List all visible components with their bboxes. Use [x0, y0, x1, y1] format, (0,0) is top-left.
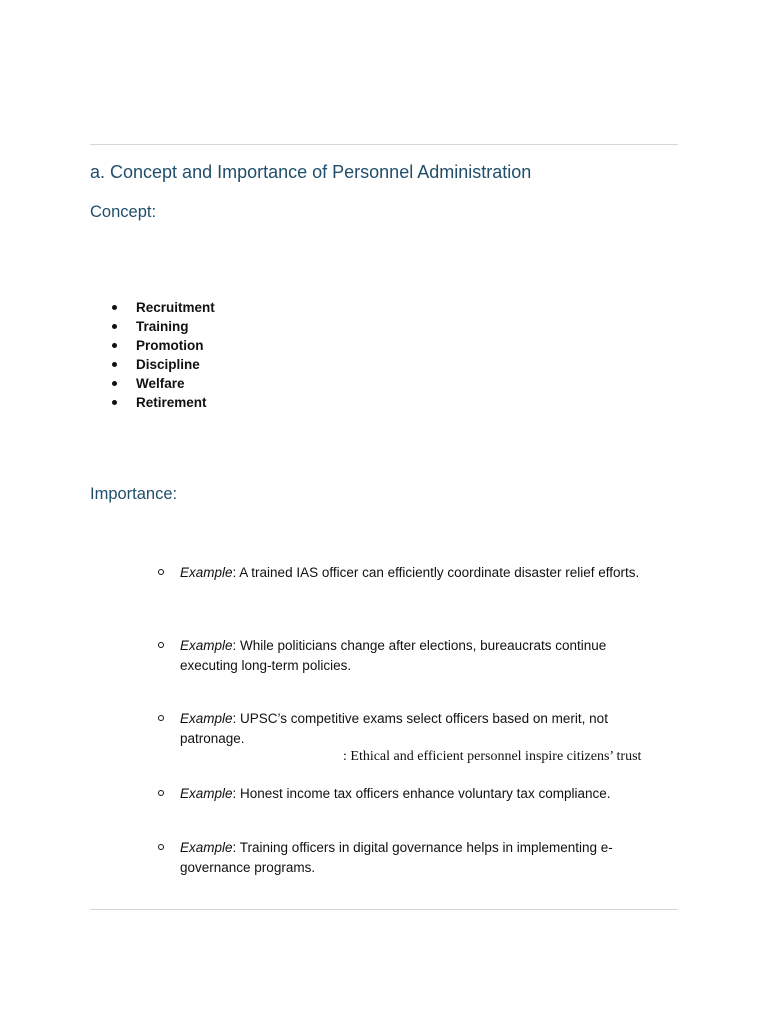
example-text: : While politicians change after elections, bureaucrats continue executing long-term policies.	[180, 638, 607, 673]
example-item	[180, 709, 660, 748]
example-text: : Honest income tax officers enhance voluntary tax compliance.	[232, 786, 611, 801]
example-text: : Training officers in digital governance helps in implementing e-governance programs.	[180, 840, 613, 875]
fragment-line: : Ethical and efficient personnel inspire citizens’ trust	[343, 749, 642, 764]
list-item-label: Promotion	[136, 338, 204, 353]
list-item-label: Recruitment	[136, 300, 215, 315]
example-label: Example	[180, 840, 233, 855]
importance-heading: Importance:	[90, 485, 178, 503]
concept-heading: Concept:	[90, 203, 157, 221]
example-label: Example	[180, 565, 233, 580]
example-item	[180, 636, 660, 675]
bullet-icon	[112, 381, 117, 386]
bullet-icon	[112, 362, 117, 367]
example-text: : A trained IAS officer can efficiently coordinate disaster relief efforts.	[232, 565, 640, 580]
circle-bullet-icon	[158, 715, 164, 721]
bullet-icon	[112, 305, 117, 310]
example-label: Example	[180, 711, 233, 726]
circle-bullet-icon	[158, 790, 164, 796]
example-item	[180, 784, 660, 804]
circle-bullet-icon	[158, 569, 164, 575]
bullet-icon	[112, 400, 117, 405]
list-item-label: Retirement	[136, 395, 207, 410]
section-title: a. Concept and Importance of Personnel Administration	[90, 162, 532, 182]
example-label: Example	[180, 786, 233, 801]
bullet-icon	[112, 343, 117, 348]
example-item	[180, 838, 660, 877]
bottom-divider	[90, 909, 678, 910]
bullet-icon	[112, 324, 117, 329]
example-text: : UPSC’s competitive exams select officers based on merit, not patronage.	[180, 711, 608, 746]
list-item-label: Welfare	[136, 376, 185, 391]
top-divider	[90, 144, 678, 145]
list-item-label: Discipline	[136, 357, 200, 372]
example-item	[180, 563, 660, 583]
example-label: Example	[180, 638, 233, 653]
list-item-label: Training	[136, 319, 189, 334]
circle-bullet-icon	[158, 642, 164, 648]
circle-bullet-icon	[158, 844, 164, 850]
